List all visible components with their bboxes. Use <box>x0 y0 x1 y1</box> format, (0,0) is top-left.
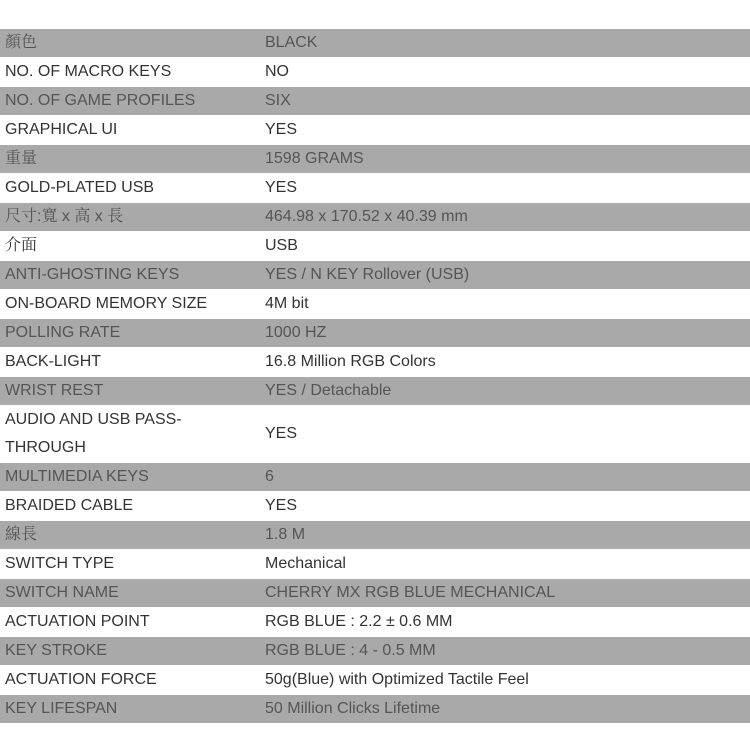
spec-label: ACTUATION POINT <box>0 608 260 637</box>
spec-label: POLLING RATE <box>0 319 260 348</box>
spec-row <box>0 348 750 377</box>
spec-label: SWITCH NAME <box>0 579 260 608</box>
spec-row <box>0 232 750 261</box>
spec-row <box>0 521 750 550</box>
spec-label: GOLD-PLATED USB <box>0 174 260 203</box>
spec-label: BRAIDED CABLE <box>0 492 260 521</box>
spec-label: WRIST REST <box>0 377 260 406</box>
spec-row <box>0 145 750 174</box>
spec-row <box>0 695 750 724</box>
spec-value: YES <box>260 406 750 463</box>
spec-row <box>0 203 750 232</box>
spec-label: NO. OF MACRO KEYS <box>0 58 260 87</box>
spec-label: ANTI-GHOSTING KEYS <box>0 261 260 290</box>
spec-label: 介面 <box>0 232 260 261</box>
spec-label: KEY LIFESPAN <box>0 695 260 724</box>
spec-row <box>0 290 750 319</box>
spec-row <box>0 406 750 463</box>
spec-row <box>0 174 750 203</box>
spec-value: BLACK <box>260 29 750 58</box>
spec-value: 464.98 x 170.52 x 40.39 mm <box>260 203 750 232</box>
spec-row <box>0 579 750 608</box>
spec-value: 4M bit <box>260 290 750 319</box>
spec-row <box>0 29 750 58</box>
spec-value: CHERRY MX RGB BLUE MECHANICAL <box>260 579 750 608</box>
spec-value: 50g(Blue) with Optimized Tactile Feel <box>260 666 750 695</box>
spec-label: ACTUATION FORCE <box>0 666 260 695</box>
spec-value: 1598 GRAMS <box>260 145 750 174</box>
spec-label: AUDIO AND USB PASS-THROUGH <box>0 406 260 463</box>
spec-label: 重量 <box>0 145 260 174</box>
spec-table-body <box>0 29 750 724</box>
spec-row <box>0 377 750 406</box>
spec-label: 尺寸:寬 x 高 x 長 <box>0 203 260 232</box>
spec-row <box>0 58 750 87</box>
spec-label: ON-BOARD MEMORY SIZE <box>0 290 260 319</box>
spec-row <box>0 492 750 521</box>
spec-table <box>0 28 750 723</box>
spec-value: YES <box>260 174 750 203</box>
spec-row <box>0 666 750 695</box>
spec-value: RGB BLUE : 4 - 0.5 MM <box>260 637 750 666</box>
spec-row <box>0 87 750 116</box>
spec-value: USB <box>260 232 750 261</box>
spec-value: RGB BLUE : 2.2 ± 0.6 MM <box>260 608 750 637</box>
spec-row <box>0 116 750 145</box>
spec-row <box>0 261 750 290</box>
spec-value: YES / Detachable <box>260 377 750 406</box>
spec-value: 6 <box>260 463 750 492</box>
spec-value: 50 Million Clicks Lifetime <box>260 695 750 724</box>
spec-label: BACK-LIGHT <box>0 348 260 377</box>
spec-row <box>0 637 750 666</box>
spec-value: NO <box>260 58 750 87</box>
spec-value: YES <box>260 116 750 145</box>
spec-label: NO. OF GAME PROFILES <box>0 87 260 116</box>
spec-value: 1000 HZ <box>260 319 750 348</box>
spec-label: SWITCH TYPE <box>0 550 260 579</box>
spec-label: GRAPHICAL UI <box>0 116 260 145</box>
spec-label: KEY STROKE <box>0 637 260 666</box>
spec-row <box>0 608 750 637</box>
spec-label: MULTIMEDIA KEYS <box>0 463 260 492</box>
spec-value: YES / N KEY Rollover (USB) <box>260 261 750 290</box>
spec-label: 線長 <box>0 521 260 550</box>
spec-row <box>0 550 750 579</box>
spec-row <box>0 463 750 492</box>
spec-value: Mechanical <box>260 550 750 579</box>
spec-value: 1.8 M <box>260 521 750 550</box>
spec-value: SIX <box>260 87 750 116</box>
spec-value: YES <box>260 492 750 521</box>
spec-row <box>0 319 750 348</box>
spec-label: 顏色 <box>0 29 260 58</box>
spec-value: 16.8 Million RGB Colors <box>260 348 750 377</box>
